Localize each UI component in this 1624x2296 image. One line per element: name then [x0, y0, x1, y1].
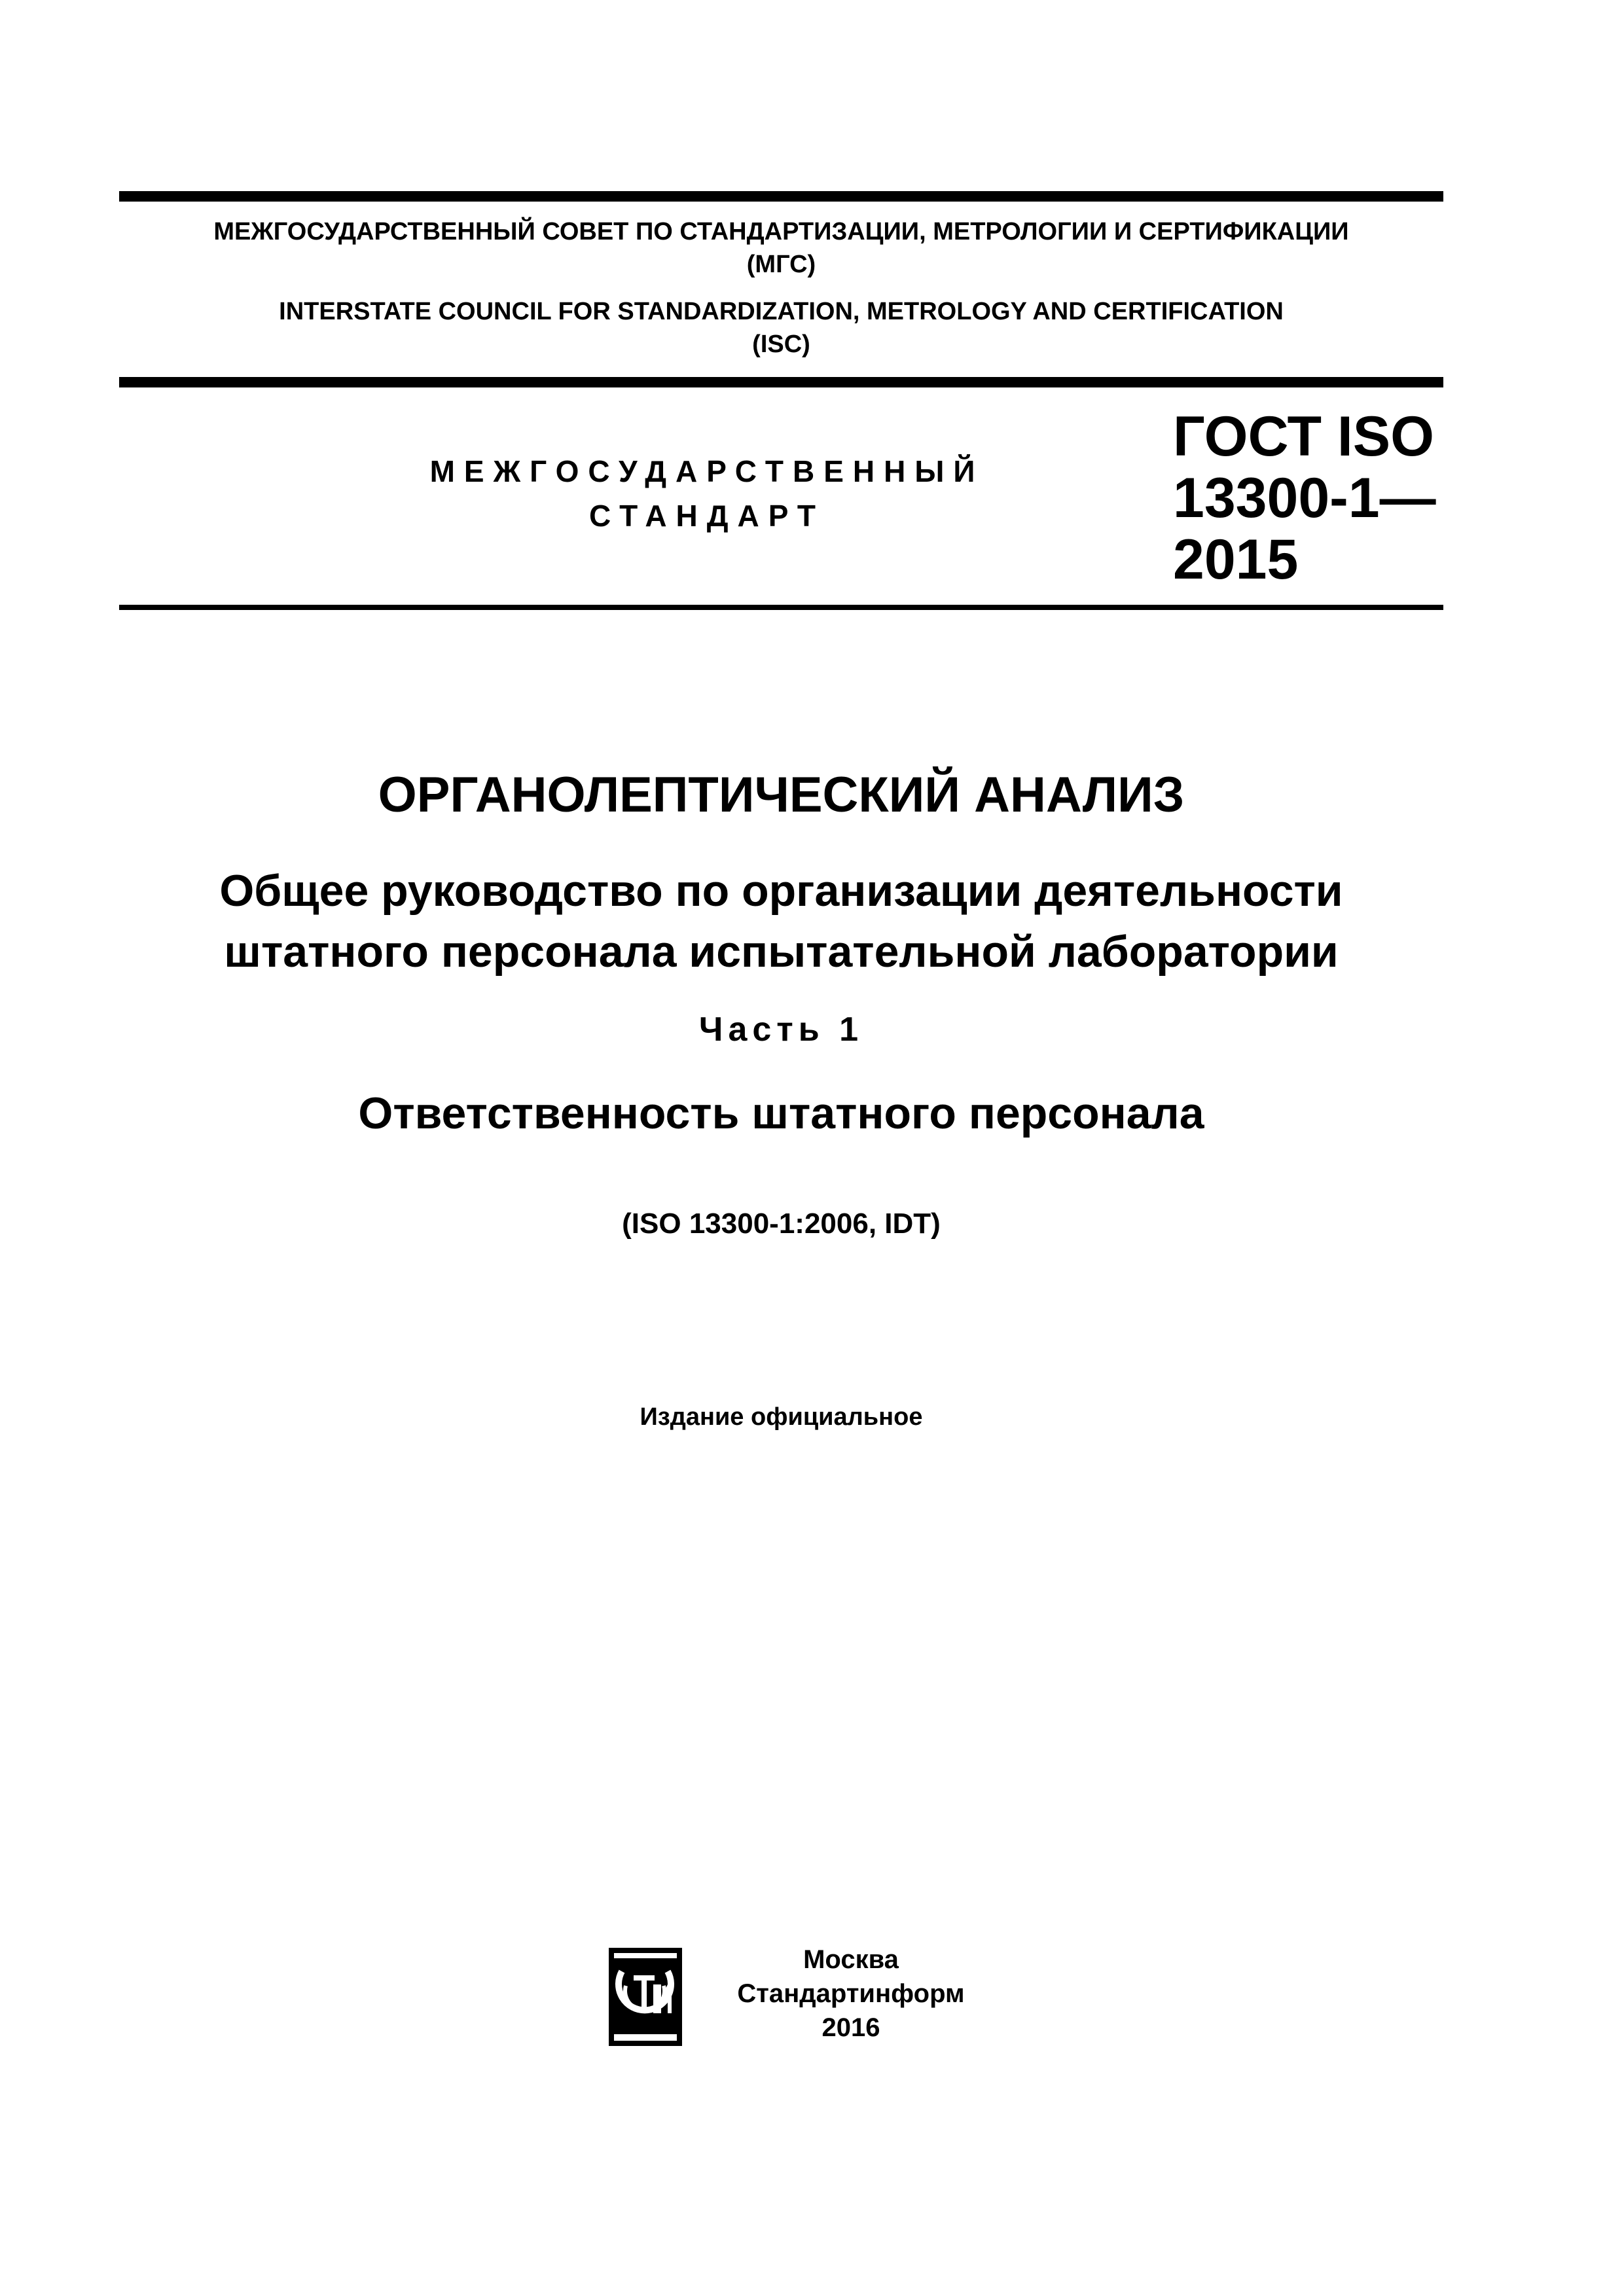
standard-code-line3: 2015 [1173, 528, 1299, 591]
document-subtitle-line2: штатного персонала испытательной лаборатории [224, 927, 1339, 977]
part-title: Ответственность штатного персонала [358, 1088, 1204, 1138]
council-bottom-rule [119, 377, 1443, 387]
council-name-en: INTERSTATE COUNCIL FOR STANDARDIZATION, METROLOGY AND CERTIFICATION [279, 298, 1284, 325]
document-subtitle-line1: Общее руководство по организации деятельности [219, 866, 1343, 916]
publisher-name: Стандартинформ [737, 1979, 965, 2008]
council-abbr-en: (ISC) [752, 331, 810, 358]
document-title: ОРГАНОЛЕПТИЧЕСКИЙ АНАЛИЗ [378, 767, 1185, 823]
standard-kind-line1: МЕЖГОСУДАРСТВЕННЫЙ [429, 454, 984, 488]
edition-label: Издание официальное [640, 1403, 923, 1431]
standard-code [1173, 406, 1436, 590]
publisher-block [713, 1943, 988, 2045]
standard-code-line1: ГОСТ ISO [1173, 405, 1435, 468]
standartinform-logo-icon [602, 1945, 687, 2055]
publisher-city: Москва [803, 1945, 899, 1974]
council-name-ru: МЕЖГОСУДАРСТВЕННЫЙ СОВЕТ ПО СТАНДАРТИЗАЦИИ, МЕТРОЛОГИИ И СЕРТИФИКАЦИИ [213, 218, 1349, 245]
council-abbr-ru: (МГС) [746, 251, 816, 278]
standard-code-line2: 13300-1— [1173, 467, 1436, 529]
publisher-year: 2016 [821, 2013, 880, 2042]
top-thick-rule [119, 191, 1443, 202]
iso-reference: (ISO 13300-1:2006, IDT) [622, 1208, 941, 1240]
standard-kind-line2: СТАНДАРТ [589, 499, 825, 533]
header-bottom-rule [119, 605, 1443, 610]
part-label: Часть 1 [698, 1011, 864, 1049]
